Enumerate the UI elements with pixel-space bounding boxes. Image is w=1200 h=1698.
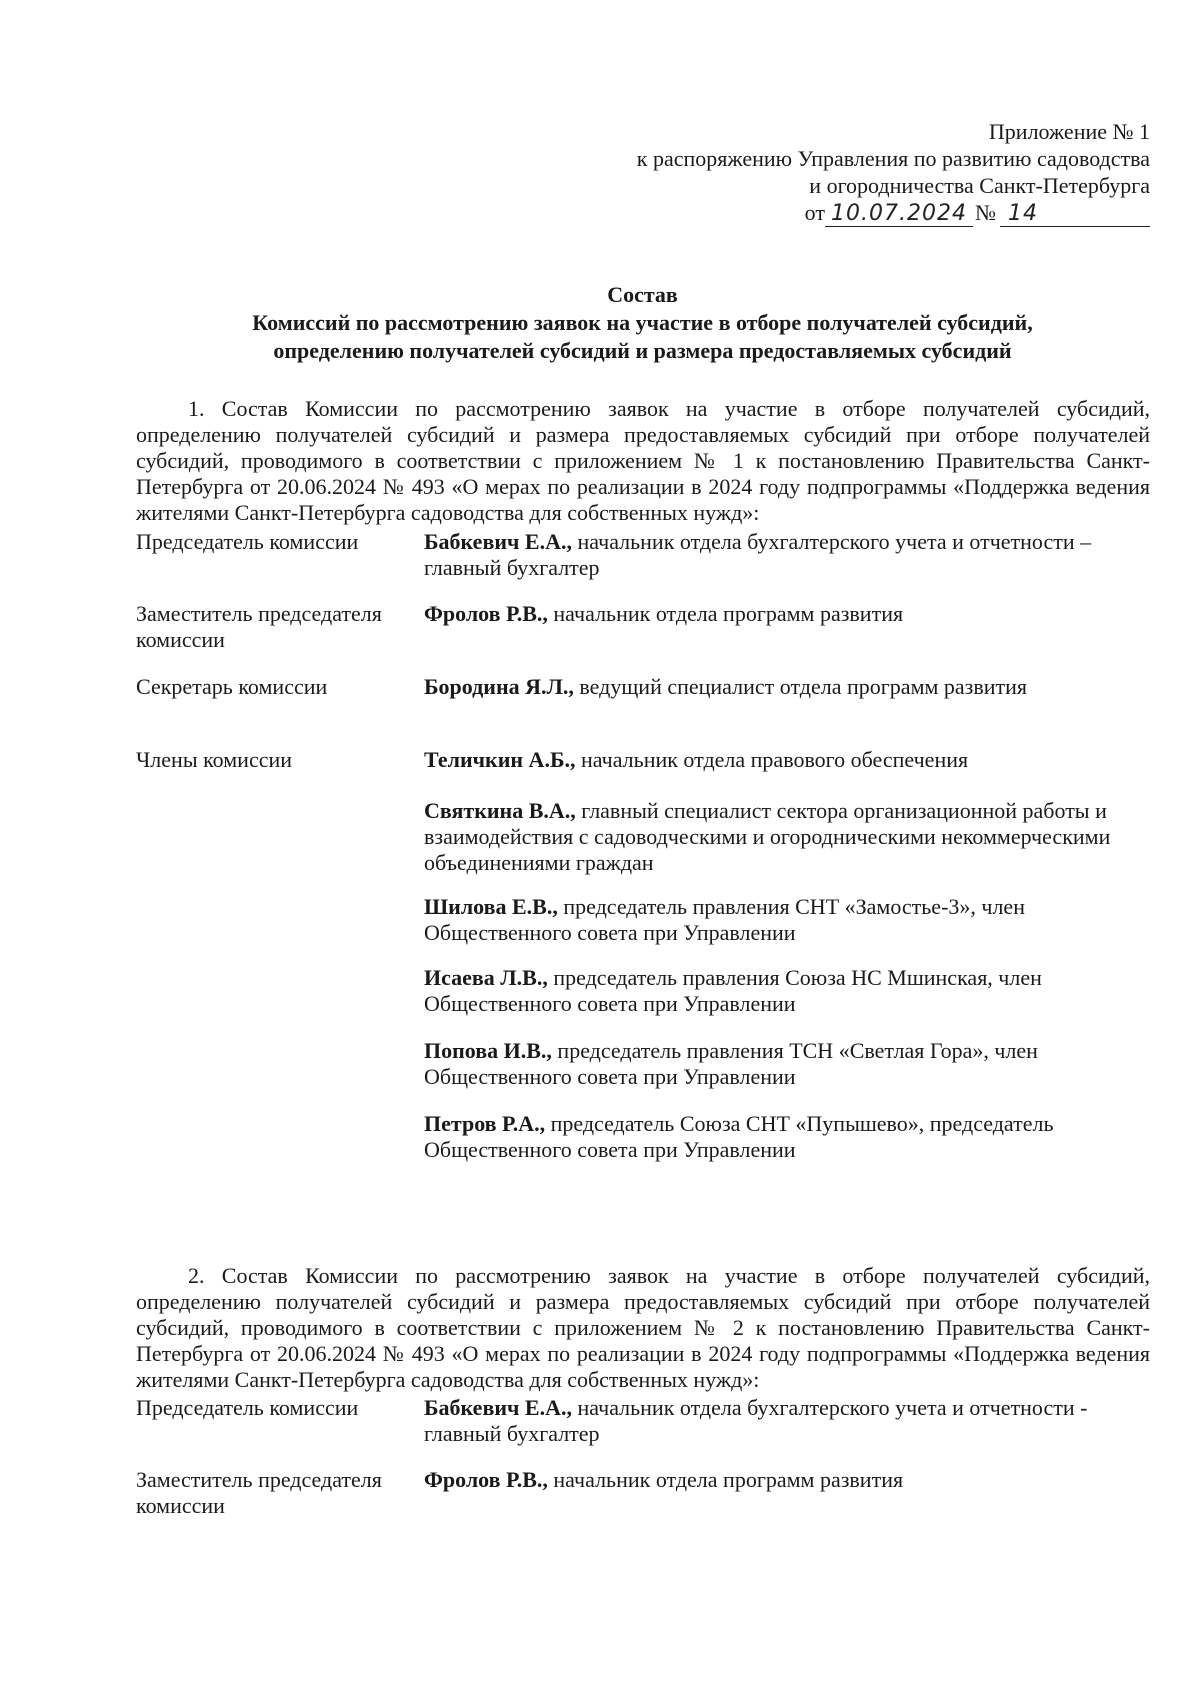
role-label: Заместитель председателя комиссии — [136, 601, 382, 652]
handwritten-number: 14 — [1008, 201, 1038, 226]
member-position: председатель правления Союза НС Мшинская, член Общественного совета при Управлении — [424, 965, 1042, 1016]
member-position: начальник отдела программ развития — [547, 601, 904, 626]
member-name: Шилова Е.В., — [424, 894, 558, 919]
member-name: Бабкевич Е.А., — [424, 529, 572, 554]
member-name: Попова И.В., — [424, 1038, 552, 1063]
member-position: начальник отдела бухгалтерского учета и отчетности – главный бухгалтер — [424, 529, 1092, 580]
member-name: Теличкин А.Б., — [424, 747, 576, 772]
appendix-header — [500, 118, 1150, 227]
member-info — [424, 601, 1149, 627]
member-name: Фролов Р.В., — [424, 1467, 548, 1492]
member-info — [424, 1467, 1149, 1493]
member-name: Бабкевич Е.А., — [424, 1395, 572, 1420]
appendix-subtitle: к распоряжению Управления по развитию садоводства — [636, 146, 1150, 171]
member-info — [424, 1038, 1149, 1090]
number-label: № — [975, 200, 996, 225]
member-position: председатель правления СНТ «Замостье-3», член Общественного совета при Управлении — [424, 894, 1025, 945]
title-line-1: Состав — [607, 282, 678, 307]
member-info — [424, 747, 1149, 773]
section-1-text: 1. Состав Комиссии по рассмотрению заявок на участие в отборе получателей субсидий, определению получателей субсидий и размера предоставляемых субсидий при отборе получателей субсидий, проводимого в соответствии с приложением № 1 к постановлению Правительства Санкт-Петербурга от 20.06.2024 № 493 «О мерах по реализации в 2024 году подпрограммы «Поддержка ведения жителями Санкт-Петербурга садоводства для собственных нужд»: — [136, 396, 1150, 525]
member-info — [424, 529, 1149, 581]
member-position: начальник отдела правового обеспечения — [575, 747, 969, 772]
member-name: Бородина Я.Л., — [424, 674, 574, 699]
member-info — [424, 894, 1149, 946]
role-label: Члены комиссии — [136, 747, 293, 772]
role-label: Председатель комиссии — [136, 529, 359, 554]
member-info — [424, 1395, 1149, 1447]
section-2-text: 2. Состав Комиссии по рассмотрению заявок на участие в отборе получателей субсидий, определению получателей субсидий и размера предоставляемых субсидий при отборе получателей субсидий, проводимого в соответствии с приложением № 2 к постановлению Правительства Санкт-Петербурга от 20.06.2024 № 493 «О мерах по реализации в 2024 году подпрограммы «Поддержка ведения жителями Санкт-Петербурга садоводства для собственных нужд»: — [136, 1263, 1150, 1392]
handwritten-date: 10.07.2024 — [831, 201, 967, 226]
member-name: Исаева Л.В., — [424, 965, 548, 990]
member-position: председатель Союза СНТ «Пупышево», председатель Общественного совета при Управлении — [424, 1111, 1054, 1162]
member-info — [424, 1111, 1149, 1163]
appendix-subtitle-2: и огородничества Санкт-Петербурга — [809, 173, 1150, 198]
member-position: начальник отдела бухгалтерского учета и отчетности - главный бухгалтер — [424, 1395, 1088, 1446]
title-line-2: Комиссий по рассмотрению заявок на участие в отборе получателей субсидий, — [252, 310, 1033, 335]
title-line-3: определению получателей субсидий и размера предоставляемых субсидий — [273, 338, 1012, 363]
member-info — [424, 674, 1149, 700]
role-label: Председатель комиссии — [136, 1395, 359, 1420]
member-position: ведущий специалист отдела программ развития — [573, 674, 1028, 699]
role-label: Заместитель председателя комиссии — [136, 1467, 382, 1518]
member-name: Фролов Р.В., — [424, 601, 548, 626]
member-position: начальник отдела программ развития — [547, 1467, 904, 1492]
member-info — [424, 798, 1149, 876]
section-2-paragraph — [136, 1263, 1150, 1393]
document-title — [135, 281, 1150, 365]
number-field — [1000, 201, 1150, 227]
member-position: председатель правления ТСН «Светлая Гора», член Общественного совета при Управлении — [424, 1038, 1038, 1089]
member-name: Святкина В.А., — [424, 798, 576, 823]
member-name: Петров Р.А., — [424, 1111, 546, 1136]
date-field — [825, 201, 973, 227]
date-number-line — [805, 199, 1150, 227]
role-label: Секретарь комиссии — [136, 674, 328, 699]
from-label: от — [804, 200, 825, 225]
section-1-paragraph — [136, 396, 1150, 526]
member-info — [424, 965, 1149, 1017]
member-position: главный специалист сектора организационной работы и взаимодействия с садоводческими и огородническими некоммерческими объединениями граждан — [424, 798, 1111, 875]
appendix-title: Приложение № 1 — [988, 119, 1150, 144]
